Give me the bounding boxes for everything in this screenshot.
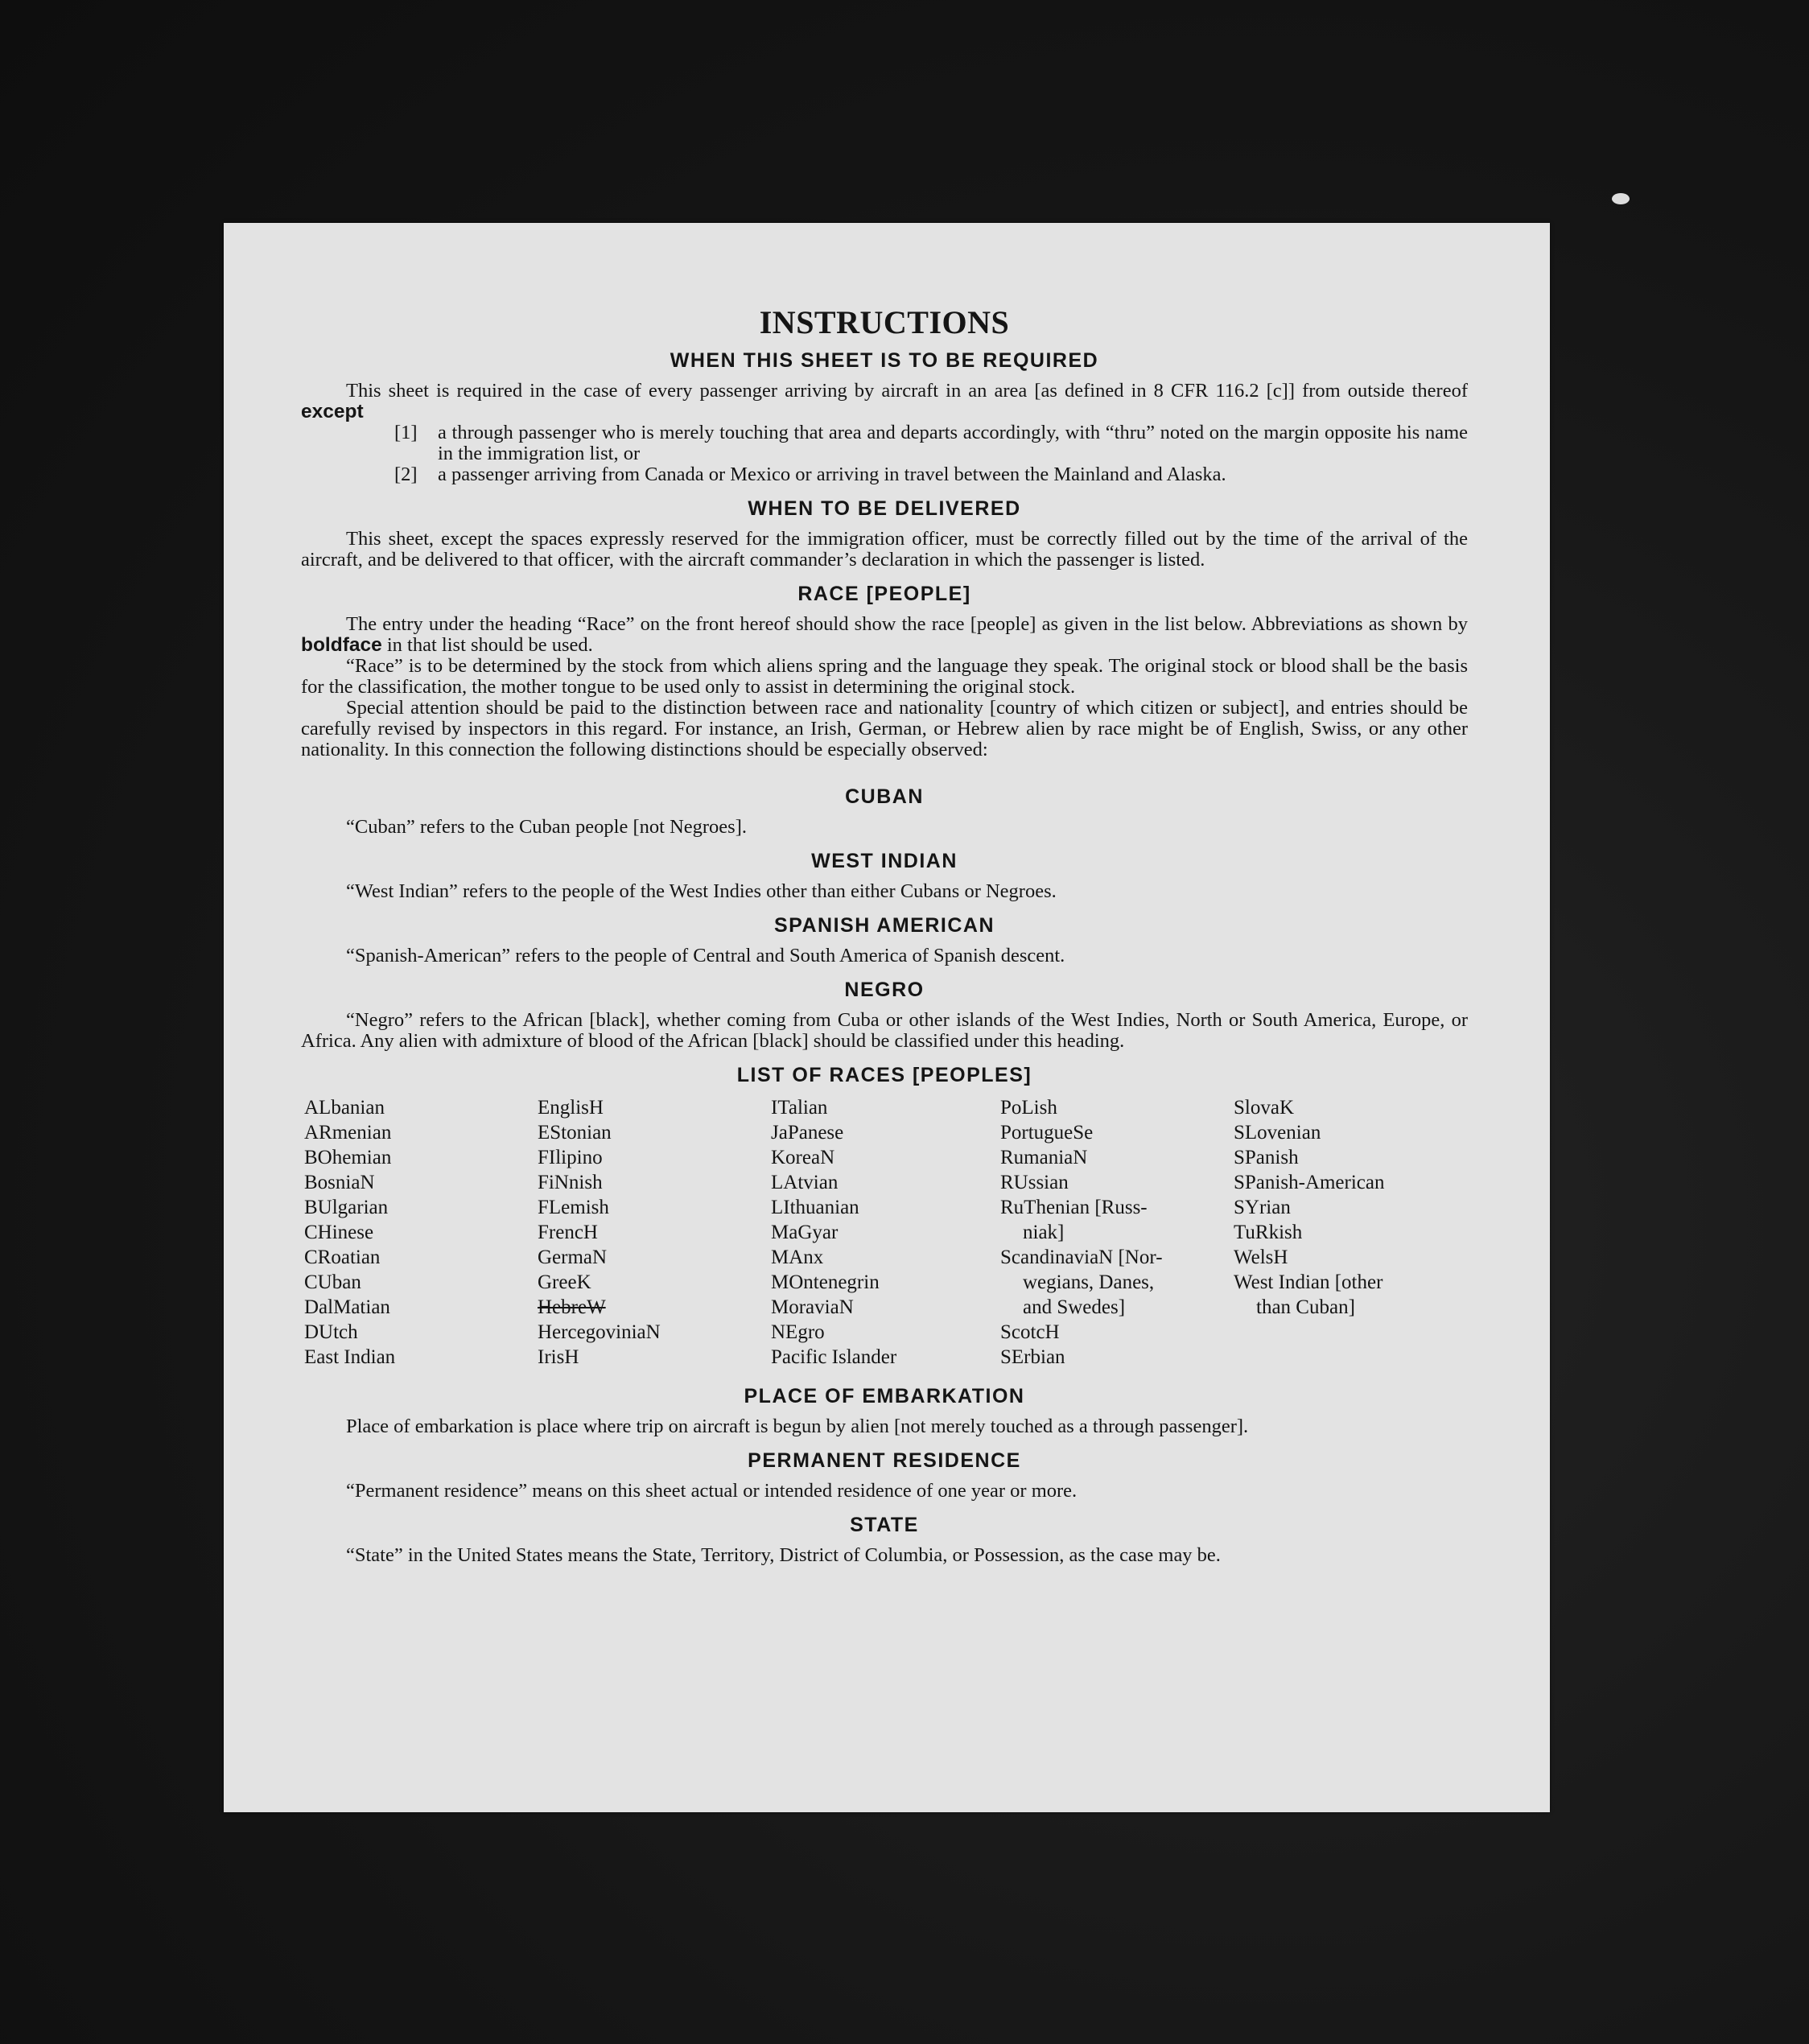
heading-delivered: WHEN TO BE DELIVERED — [748, 497, 1021, 520]
race-entry: West Indian [other — [1234, 1271, 1383, 1293]
race-entry: LIthuanian — [771, 1197, 859, 1218]
race-p1-bold: boldface — [301, 634, 382, 656]
race-entry: SErbian — [1000, 1346, 1065, 1368]
race-entry: FIlipino — [538, 1147, 603, 1168]
heading-permanent-residence: PERMANENT RESIDENCE — [748, 1449, 1021, 1472]
race-entry: PortugueSe — [1000, 1122, 1094, 1144]
race-entry: BUlgarian — [304, 1197, 389, 1218]
race-entry: MoraviaN — [771, 1296, 854, 1318]
race-entry: Pacific Islander — [771, 1346, 897, 1368]
race-column-4 — [1000, 1095, 1234, 1370]
heading-required: WHEN THIS SHEET IS TO BE REQUIRED — [670, 349, 1099, 372]
page-title: INSTRUCTIONS — [759, 304, 1010, 340]
item-text: a passenger arriving from Canada or Mexico or arriving in travel between the Mainland and Alaska. — [438, 464, 1226, 485]
race-entry-continued: and Swedes] — [1023, 1296, 1126, 1318]
heading-cuban: CUBAN — [845, 785, 924, 808]
race-list — [304, 1095, 1468, 1370]
required-item-1 — [394, 422, 1468, 464]
race-entry-struck: HebreW — [538, 1296, 606, 1318]
race-entry: RuThenian [Russ- — [1000, 1197, 1148, 1218]
race-entry-continued: niak] — [1023, 1222, 1065, 1243]
race-paragraph-2: “Race” is to be determined by the stock from which aliens spring and the language they speak. The original stock or blood shall be the basis for the classification, the mother tongue to be used only to assist in determining the original stock. — [301, 655, 1468, 698]
scan-speck — [1612, 193, 1630, 204]
race-entry: East Indian — [304, 1346, 396, 1368]
sheet-content — [301, 303, 1468, 1566]
required-intro-bold: except — [301, 401, 364, 422]
race-entry-continued: wegians, Danes, — [1023, 1271, 1155, 1293]
race-entry: FLemish — [538, 1197, 609, 1218]
delivered-text: This sheet, except the spaces expressly reserved for the immigration officer, must be correctly filled out by the time of the arrival of the aircraft, and be delivered to that officer, with the aircraft commander’s declaration in which the passenger is listed. — [301, 528, 1468, 571]
race-column-2 — [538, 1095, 771, 1370]
race-entry: CUban — [304, 1271, 361, 1293]
race-entry: ScotcH — [1000, 1321, 1060, 1343]
state-text: “State” in the United States means the State, Territory, District of Columbia, or Possession, as the case may be. — [346, 1544, 1221, 1566]
race-entry: DUtch — [304, 1321, 358, 1343]
race-entry: MOntenegrin — [771, 1271, 880, 1293]
race-entry: RUssian — [1000, 1172, 1069, 1193]
spanish-american-text: “Spanish-American” refers to the people of Central and South America of Spanish descent. — [346, 945, 1065, 966]
race-entry: CRoatian — [304, 1247, 381, 1268]
race-p1-end: in that list should be used. — [386, 634, 593, 656]
race-entry: SPanish — [1234, 1147, 1299, 1168]
required-intro — [301, 381, 1468, 422]
race-paragraph-1 — [301, 614, 1468, 656]
race-entry: SPanish-American — [1234, 1172, 1385, 1193]
item-number: [2] — [394, 464, 418, 485]
race-entry: ALbanian — [304, 1097, 385, 1119]
race-entry: FrencH — [538, 1222, 598, 1243]
negro-text: “Negro” refers to the African [black], whether coming from Cuba or other islands of the West Indies, North or South America, Europe, or Africa. Any alien with admixture of blood of the African [black] should be classified under this heading. — [301, 1009, 1468, 1052]
embarkation-text: Place of embarkation is place where trip on aircraft is begun by alien [not merely touched as a through passenger]. — [346, 1416, 1249, 1437]
race-entry: GreeK — [538, 1271, 591, 1293]
item-text: a through passenger who is merely touching that area and departs accordingly, with “thru” noted on the margin opposite his name in the immigration list, or — [438, 422, 1468, 464]
race-entry-continued: than Cuban] — [1256, 1296, 1355, 1318]
race-entry: NEgro — [771, 1321, 825, 1343]
race-entry: JaPanese — [771, 1122, 844, 1144]
race-column-3 — [771, 1095, 1000, 1370]
race-entry: EnglisH — [538, 1097, 604, 1119]
heading-race: RACE [PEOPLE] — [797, 583, 971, 605]
west-indian-text: “West Indian” refers to the people of the West Indies other than either Cubans or Negroes. — [346, 880, 1057, 902]
race-entry: FiNnish — [538, 1172, 603, 1193]
race-entry: BOhemian — [304, 1147, 392, 1168]
race-entry: EStonian — [538, 1122, 612, 1144]
race-entry: KoreaN — [771, 1147, 835, 1168]
required-intro-text: This sheet is required in the case of every passenger arriving by aircraft in an area [as defined in 8 CFR 116.2 [c]] from outside thereof — [346, 380, 1468, 402]
race-entry: HercegoviniaN — [538, 1321, 661, 1343]
heading-state: STATE — [850, 1514, 919, 1536]
race-column-5 — [1234, 1095, 1459, 1370]
race-entry: MAnx — [771, 1247, 824, 1268]
race-paragraph-3: Special attention should be paid to the distinction between race and nationality [country of which citizen or subject], and entries should be carefully revised by inspectors in this regard. For instance, an Irish, German, or Hebrew alien by race might be of English, Swiss, or any other nationality. In this connection the following distinctions should be especially observed: — [301, 697, 1468, 760]
heading-list-of-races: LIST OF RACES [PEOPLES] — [736, 1064, 1032, 1086]
heading-embarkation: PLACE OF EMBARKATION — [744, 1385, 1025, 1407]
race-entry: RumaniaN — [1000, 1147, 1088, 1168]
race-entry: CHinese — [304, 1222, 374, 1243]
race-entry: BosniaN — [304, 1172, 375, 1193]
race-entry: ScandinaviaN [Nor- — [1000, 1247, 1163, 1268]
race-entry: LAtvian — [771, 1172, 839, 1193]
race-p1-start: The entry under the heading “Race” on the front hereof should show the race [people] as given in the list below. Abbreviations as shown by — [346, 613, 1468, 635]
instruction-sheet — [224, 223, 1550, 1812]
race-entry: SYrian — [1234, 1197, 1291, 1218]
race-entry: IrisH — [538, 1346, 579, 1368]
race-entry: GermaN — [538, 1247, 608, 1268]
race-entry: SLovenian — [1234, 1122, 1321, 1144]
heading-west-indian: WEST INDIAN — [811, 850, 958, 872]
race-column-1 — [304, 1095, 538, 1370]
cuban-text: “Cuban” refers to the Cuban people [not Negroes]. — [346, 816, 747, 838]
heading-spanish-american: SPANISH AMERICAN — [773, 914, 995, 937]
heading-negro: NEGRO — [844, 979, 925, 1001]
race-entry: SlovaK — [1234, 1097, 1294, 1119]
race-entry: MaGyar — [771, 1222, 839, 1243]
required-item-2 — [394, 464, 1468, 485]
race-entry: DalMatian — [304, 1296, 390, 1318]
race-entry: PoLish — [1000, 1097, 1057, 1119]
item-number: [1] — [394, 422, 418, 443]
race-entry: ARmenian — [304, 1122, 392, 1144]
race-entry: ITalian — [771, 1097, 828, 1119]
permanent-residence-text: “Permanent residence” means on this sheet actual or intended residence of one year or more. — [346, 1480, 1078, 1502]
race-entry: WelsH — [1234, 1247, 1288, 1268]
race-entry: TuRkish — [1234, 1222, 1303, 1243]
